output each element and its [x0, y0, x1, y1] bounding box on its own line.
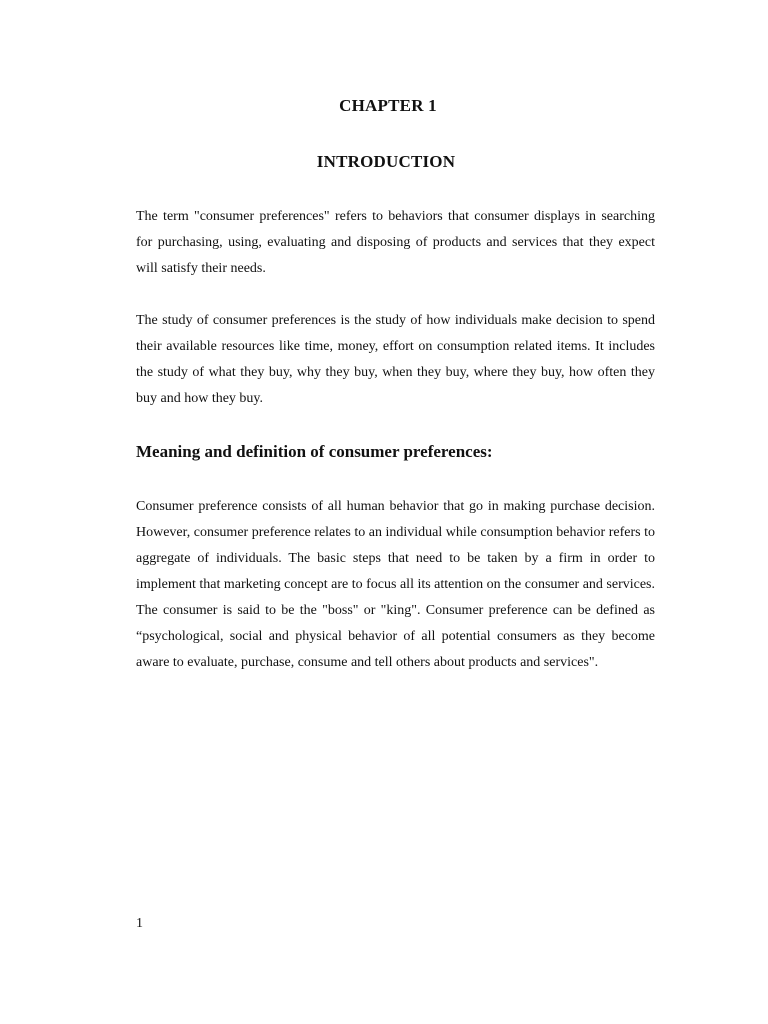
intro-paragraph-2: The study of consumer preferences is the study of how individuals make decision to spend their available resources like time, money, effort on consumption related items. It includes the study of what they buy, why they buy, when they buy, where they buy, how often they buy and how they buy. — [136, 313, 655, 406]
section-heading: Meaning and definition of consumer preferences: — [136, 442, 493, 461]
definition-paragraph: Consumer preference consists of all human behavior that go in making purchase decision. However, consumer preference relates to an individual while consumption behavior refers to aggregate of individuals. The basic steps that need to be taken by a firm in order to implement that marketing concept are to focus all its attention on the consumer and services. The consumer is said to be the "boss" or "king". Consumer preference can be defined as “psychological, social and physical behavior of all potential consumers as they become aware to evaluate, purchase, consume and tell others about products and services". — [136, 499, 656, 670]
chapter-label: CHAPTER 1 — [339, 96, 437, 115]
intro-paragraph-1: The term "consumer preferences" refers to behaviors that consumer displays in searching for purchasing, using, evaluating and disposing of products and services that they expect will satisfy their needs. — [136, 209, 655, 276]
page-number: 1 — [136, 916, 143, 931]
chapter-title: INTRODUCTION — [316, 152, 456, 171]
